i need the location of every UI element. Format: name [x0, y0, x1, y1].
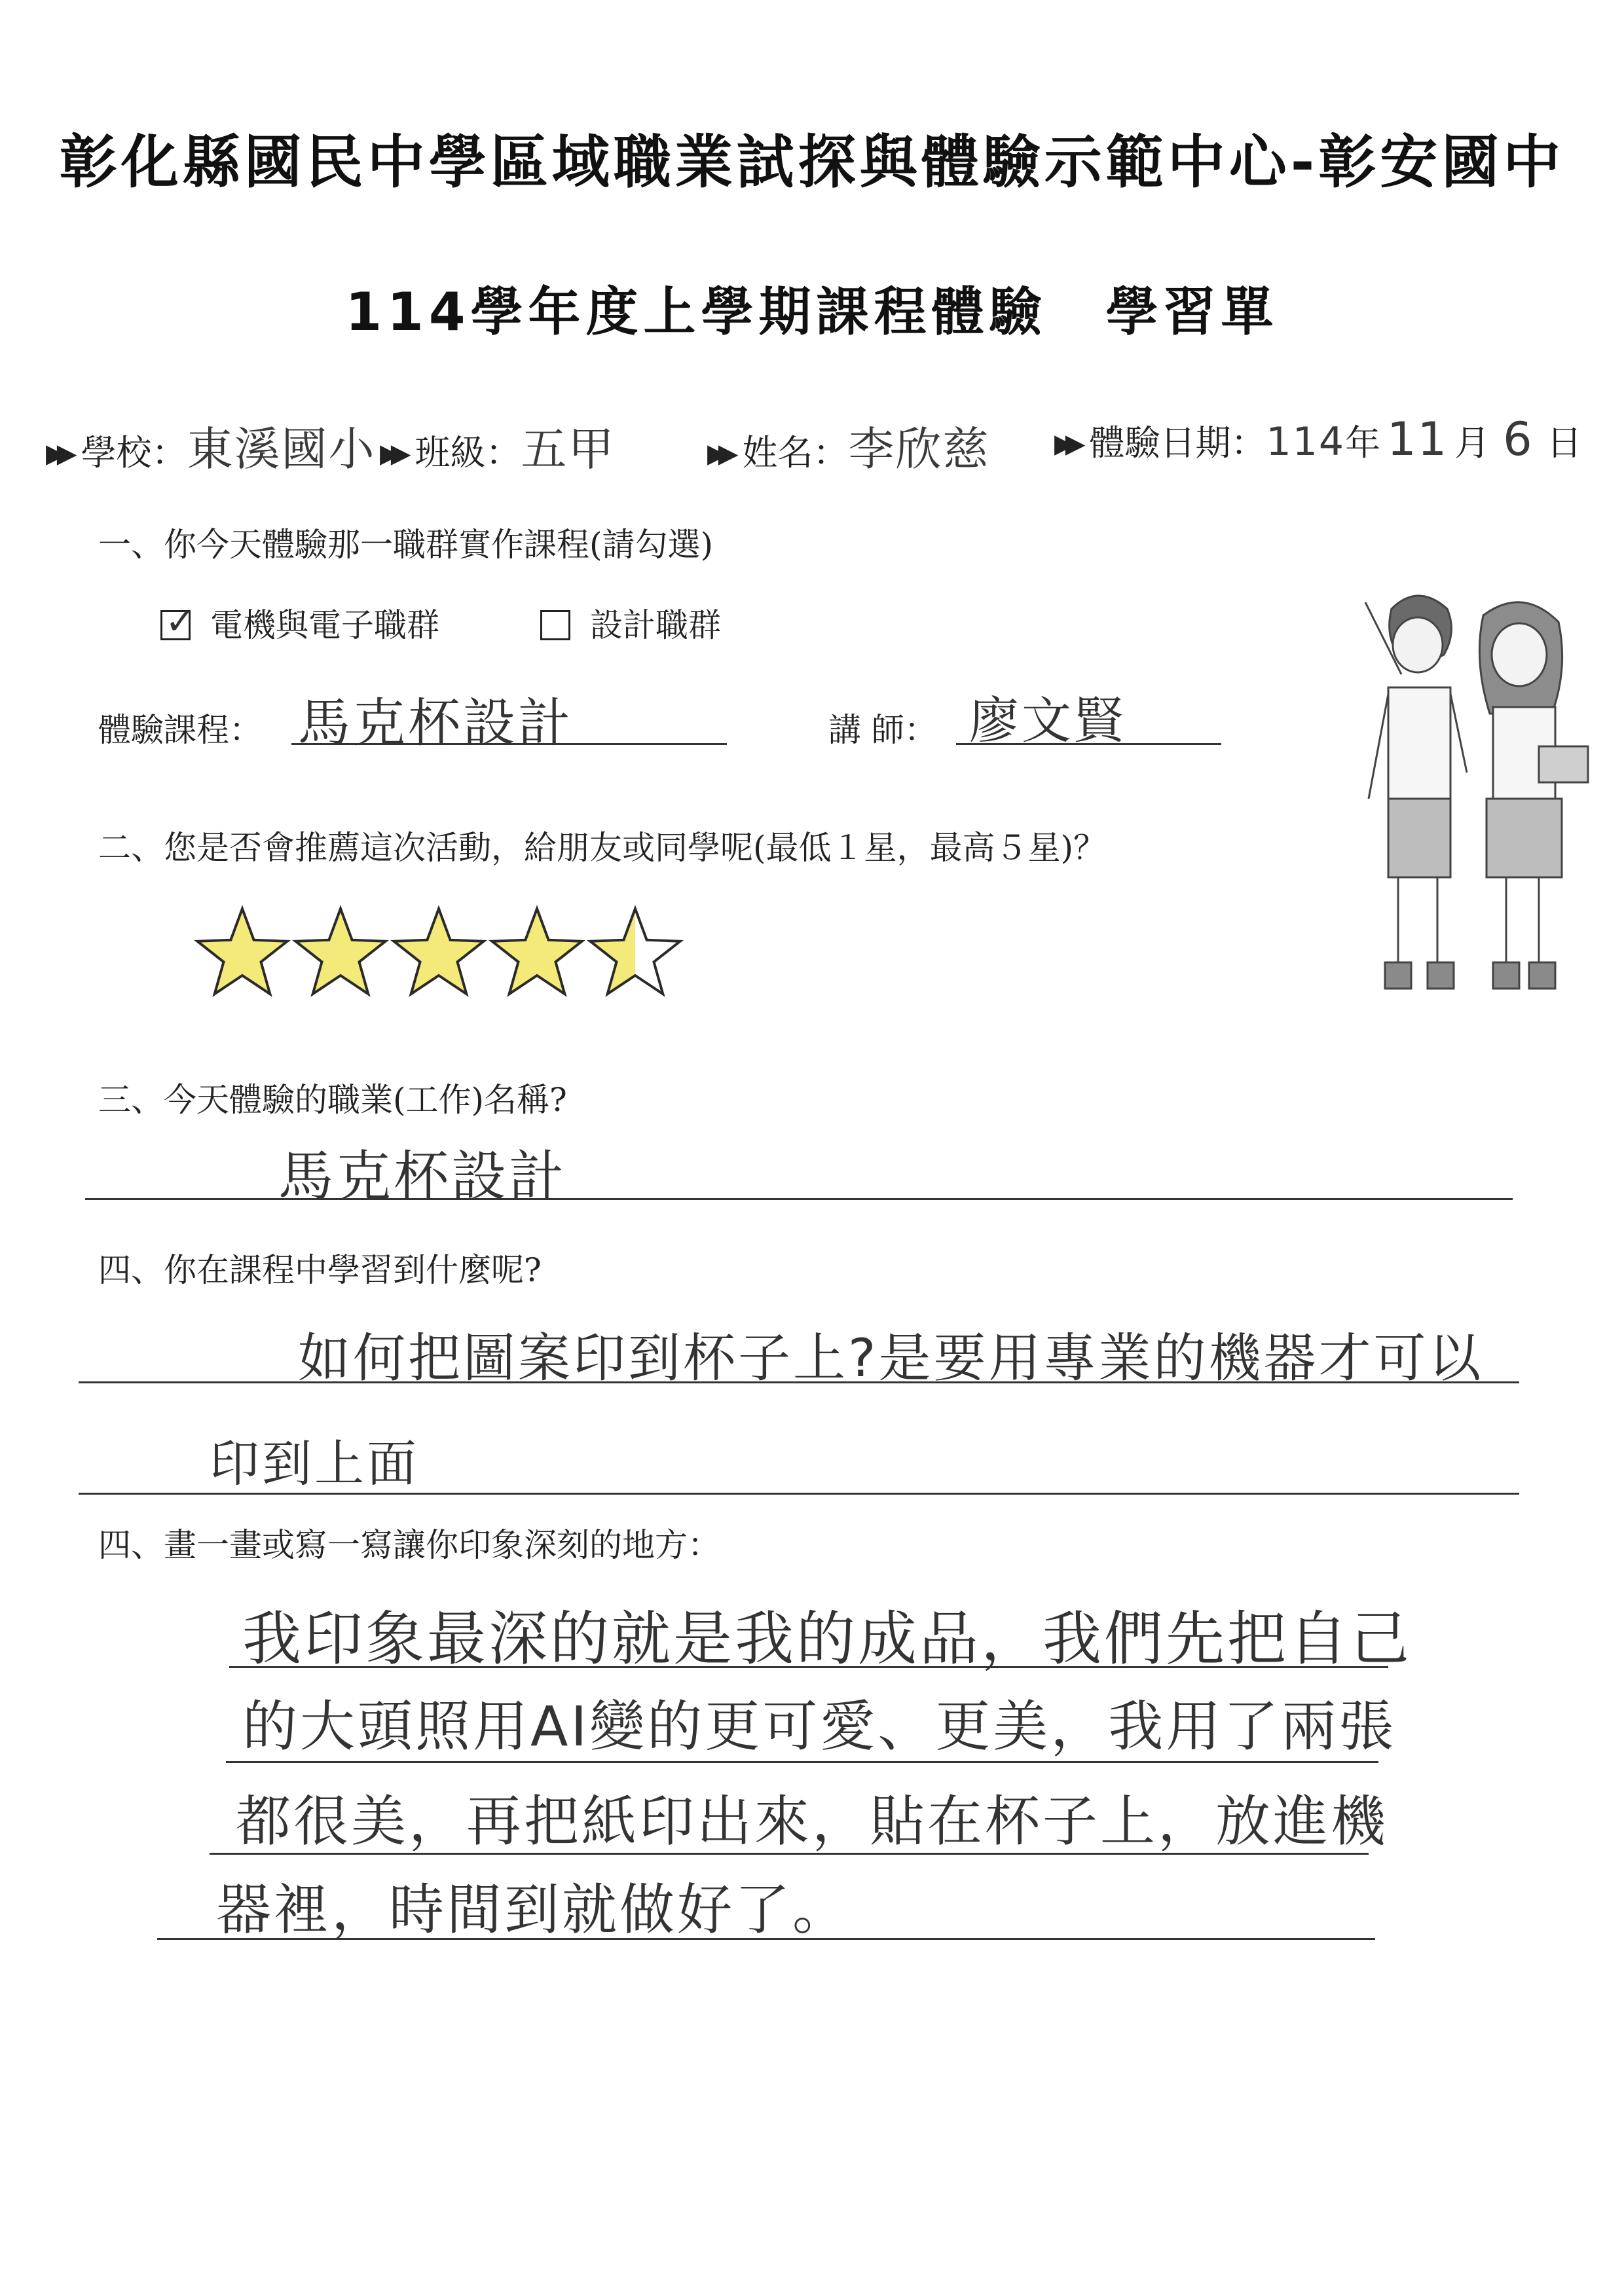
question-3-answer: 馬克杯設計 — [278, 1144, 567, 1209]
name-label: 姓名： — [742, 432, 849, 473]
document-subtitle — [0, 270, 1624, 345]
date-month: 11 — [1387, 412, 1449, 466]
teacher-label: 講 師： — [828, 711, 937, 749]
question-5-underline-3 — [210, 1853, 1369, 1855]
option-design[interactable] — [540, 599, 721, 646]
star-rating[interactable] — [190, 897, 688, 1015]
school-field — [46, 412, 376, 479]
option-electrical-label: 電機與電子職群 — [210, 606, 439, 644]
course-value: 馬克杯設計 — [298, 693, 573, 754]
question-4-answer-line-1: 如何把圖案印到杯子上?是要用專業的機器才可以 — [298, 1328, 1484, 1389]
question-4-underline-2 — [79, 1493, 1519, 1495]
question-4-answer-line-2: 印到上面 — [210, 1434, 419, 1493]
name-value: 李欣慈 — [848, 422, 990, 476]
question-5-answer-line-3: 都很美，再把紙印出來，貼在杯子上，放進機 — [236, 1789, 1389, 1853]
students-illustration — [1329, 583, 1617, 1008]
course-label: 體驗課程： — [98, 711, 262, 749]
date-day: 6 — [1503, 412, 1534, 466]
question-4-underline-1 — [79, 1381, 1519, 1383]
name-field — [707, 412, 990, 479]
double-arrow-icon: ▶▶ — [707, 439, 729, 469]
question-2-label: 二、您是否會推薦這次活動，給朋友或同學呢(最低１星，最高５星)？ — [98, 829, 1107, 867]
question-5-label: 四、畫一畫或寫一寫讓你印象深刻的地方： — [98, 1526, 720, 1564]
question-1-label: 一、你今天體驗那一職群實作課程(請勾選) — [98, 526, 714, 564]
checkbox-electrical[interactable] — [160, 600, 196, 643]
document-title: 彰化縣國民中學區域職業試探與體驗示範中心-彰安國中 — [59, 128, 1565, 196]
teacher-value: 廖文賢 — [969, 691, 1126, 750]
date-field — [1054, 412, 1582, 466]
question-5-underline-1 — [229, 1666, 1388, 1668]
subtitle-semester: 114學年度上學期課程體驗 — [345, 282, 1047, 342]
date-month-unit: 月 — [1454, 422, 1490, 464]
class-field — [380, 412, 616, 479]
double-arrow-icon: ▶▶ — [46, 439, 68, 469]
question-5-answer-line-2: 的大頭照用AI變的更可愛、更美，我用了兩張 — [242, 1694, 1397, 1758]
subtitle-worksheet: 學習單 — [1105, 282, 1279, 342]
double-arrow-icon: ▶▶ — [1054, 429, 1077, 459]
student-info-row — [46, 399, 1591, 476]
question-5-underline-2 — [226, 1761, 1378, 1763]
date-label: 體驗日期： — [1089, 422, 1266, 464]
school-label: 學校： — [81, 432, 187, 473]
option-design-label: 設計職群 — [590, 606, 721, 644]
question-4-label: 四、你在課程中學習到什麼呢? — [98, 1251, 542, 1289]
question-5-underline-4 — [157, 1938, 1375, 1940]
option-electrical[interactable] — [160, 599, 439, 646]
date-year-unit: 年 — [1345, 422, 1381, 464]
date-year: 114 — [1266, 419, 1346, 465]
school-value: 東溪國小 — [187, 422, 376, 476]
class-value: 五甲 — [521, 422, 616, 476]
question-3-underline — [85, 1198, 1513, 1200]
date-day-unit: 日 — [1546, 422, 1582, 464]
double-arrow-icon: ▶▶ — [380, 439, 402, 469]
question-5-answer-line-4: 器裡，時間到就做好了。 — [216, 1878, 851, 1942]
checkbox-design[interactable] — [540, 610, 570, 640]
checkmark-icon: ✓ — [165, 600, 196, 643]
question-5-answer-line-1: 我印象最深的就是我的成品，我們先把自己 — [242, 1605, 1412, 1673]
question-3-label: 三、今天體驗的職業(工作)名稱? — [98, 1081, 567, 1119]
class-label: 班級： — [415, 432, 521, 473]
